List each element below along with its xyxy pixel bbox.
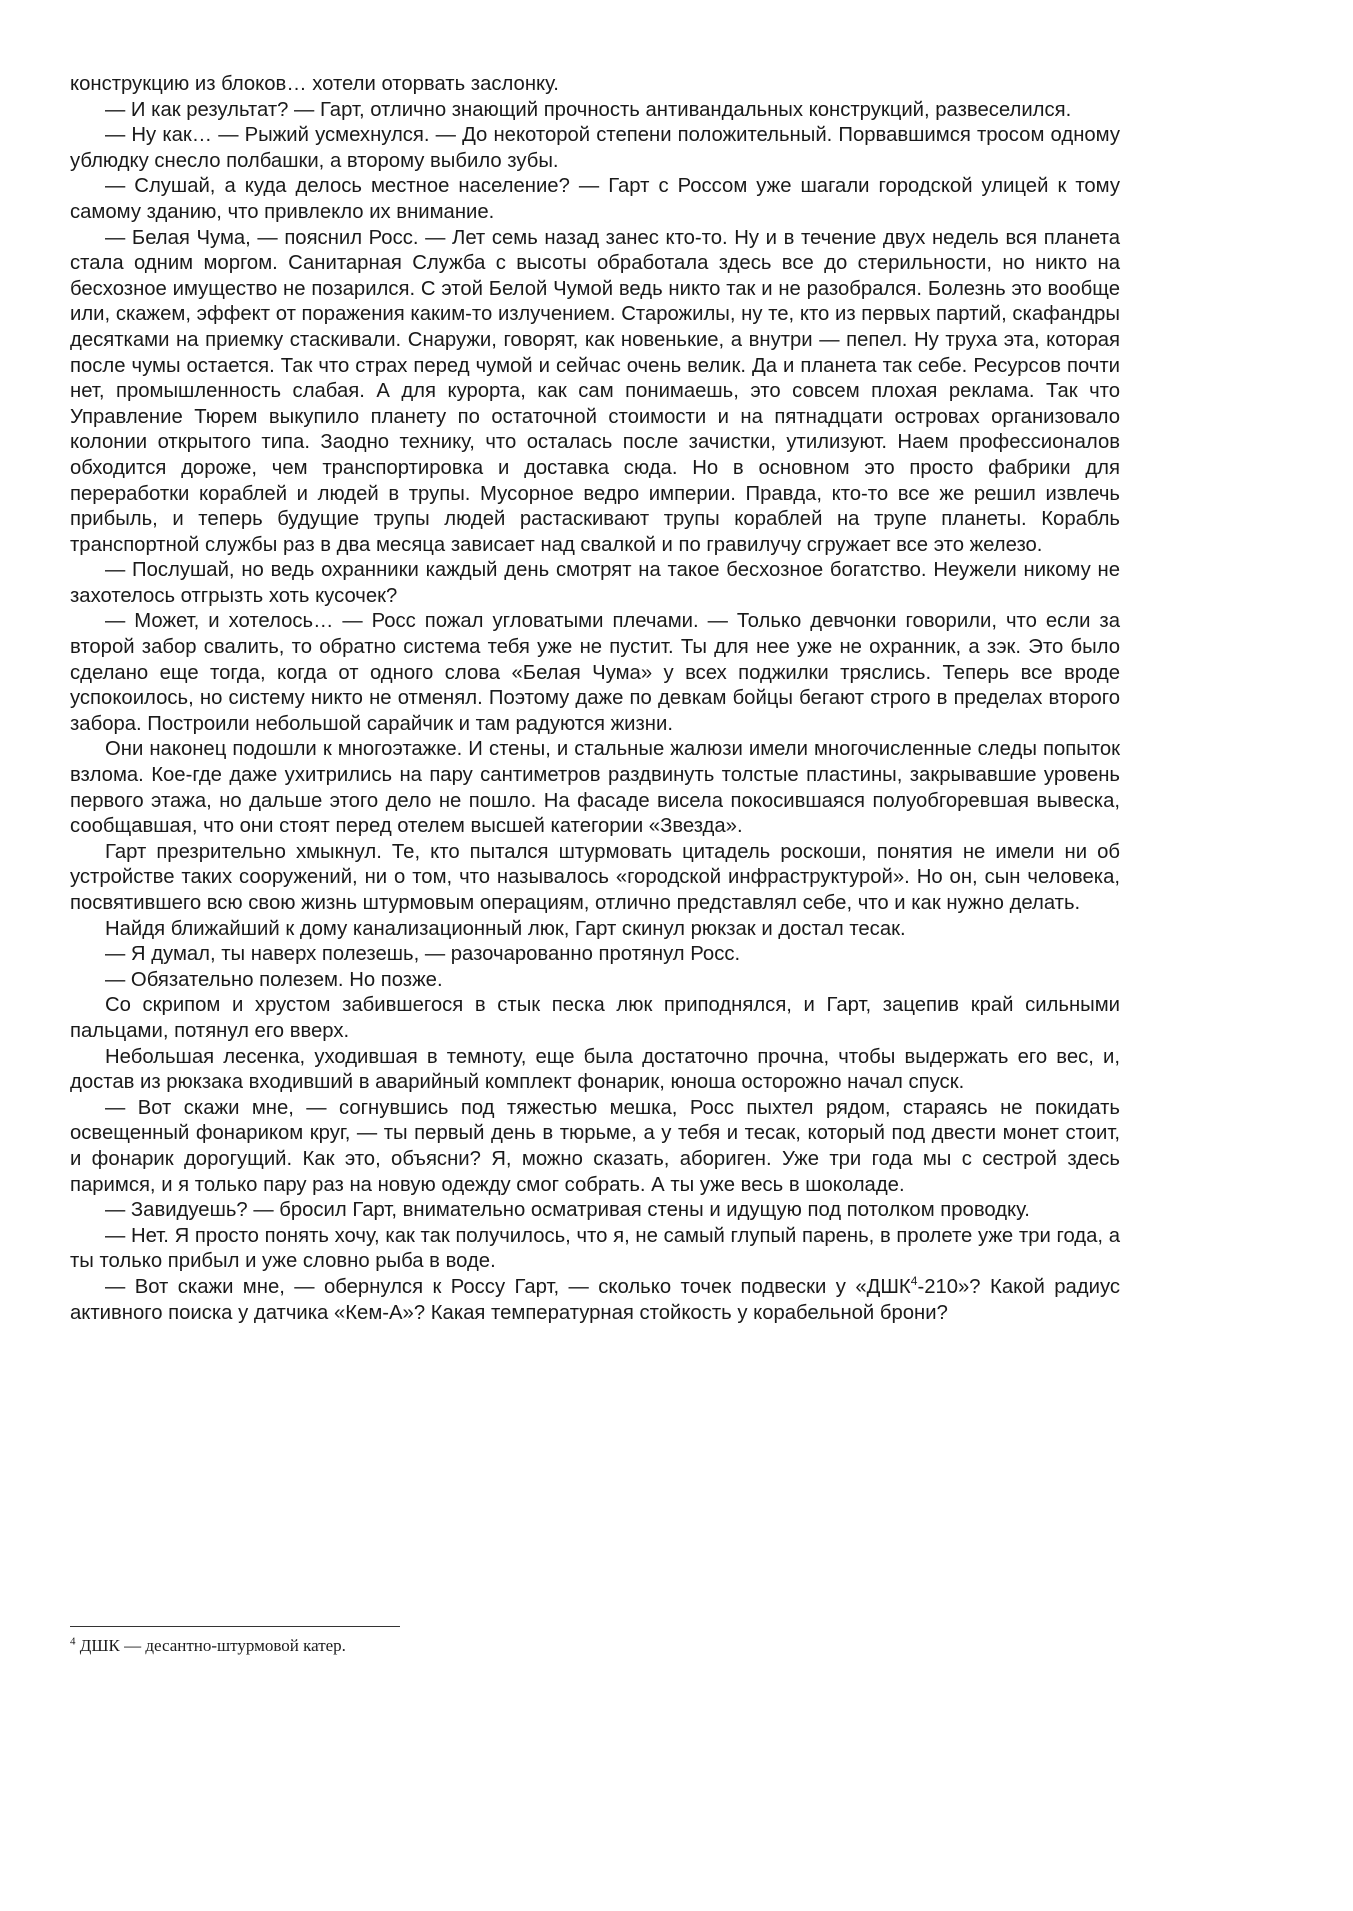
- paragraph-text-start: — Вот скажи мне, — обернулся к Россу Гарт, — сколько точек подвески у «ДШК: [105, 1275, 911, 1298]
- paragraph-with-footnote: [70, 1275, 1120, 1326]
- footnote-text: ДШК — десантно-штурмовой катер.: [79, 1636, 346, 1655]
- paragraph: — Белая Чума, — пояснил Росс. — Лет семь назад занес кто-то. Ну и в течение двух недель вся планета стала одним моргом. Санитарная Служба с высоты обработала здесь все до стерильности, но никто на бесхозное имущество не позарился. С этой Белой Чумой ведь никто так и не разобрался. Болезнь это вообще или, скажем, эффект от поражения каким-то излучением. Старожилы, ну те, кто из первых партий, скафандры десятками на приемку стаскивали. Снаружи, говорят, как новенькие, а внутри — пепел. Ну труха эта, которая после чумы остается. Так что страх перед чумой и сейчас очень велик. Да и планета так себе. Ресурсов почти нет, промышленность слабая. А для курорта, как сам понимаешь, это совсем плохая реклама. Так что Управление Тюрем выкупило планету по остаточной стоимости и на пятнадцати островах организовало колонии открытого типа. Заодно технику, что осталась после зачистки, утилизуют. Наем профессионалов обходится дороже, чем транспортировка и доставка сюда. Но в основном это просто фабрики для переработки кораблей и людей в трупы. Мусорное ведро империи. Правда, кто-то все же решил извлечь прибыль, и теперь будущие трупы людей растаскивают трупы кораблей на трупе планеты. Корабль транспортной службы раз в два месяца зависает над свалкой и по гравилучу сгружает все это железо.: [70, 226, 1120, 556]
- paragraph: — Может, и хотелось… — Росс пожал угловатыми плечами. — Только девчонки говорили, что если за второй забор свалить, то обратно система тебя уже не пустит. Ты для нее уже не охранник, а зэк. Это было сделано еще тогда, когда от одного слова «Белая Чума» у всех поджилки тряслись. Теперь все вроде успокоилось, но систему никто не отменял. Поэтому даже по девкам бойцы бегают строго в пределах второго забора. Построили небольшой сарайчик и там радуются жизни.: [70, 610, 1120, 735]
- paragraph: Небольшая лесенка, уходившая в темноту, еще была достаточно прочна, чтобы выдержать его вес, и, достав из рюкзака входивший в аварийный комплект фонарик, юноша осторожно начал спуск.: [70, 1045, 1120, 1094]
- footnote-number: 4: [70, 1635, 76, 1648]
- paragraph: — И как результат? — Гарт, отлично знающий прочность антивандальных конструкций, развеселился.: [105, 98, 1072, 121]
- paragraph: Гарт презрительно хмыкнул. Те, кто пытался штурмовать цитадель роскоши, понятия не имели ни об устройстве таких сооружений, ни о том, что называлось «городской инфраструктурой». Но он, сын человека, посвятившего всю свою жизнь штурмовым операциям, отлично представлял себе, что и как нужно делать.: [70, 840, 1120, 914]
- paragraph-continued: конструкцию из блоков… хотели оторвать заслонку.: [70, 73, 559, 95]
- paragraph: Со скрипом и хрустом забившегося в стык песка люк приподнялся, и Гарт, зацепив край сильными пальцами, потянул его вверх.: [70, 994, 1120, 1042]
- paragraph: — Завидуешь? — бросил Гарт, внимательно осматривая стены и идущую под потолком проводку.: [105, 1199, 1030, 1222]
- paragraph: — Нет. Я просто понять хочу, как так получилось, что я, не самый глупый парень, в пролете уже три года, а ты только прибыл и уже словно рыба в воде.: [70, 1224, 1120, 1273]
- paragraph: — Я думал, ты наверх полезешь, — разочарованно протянул Росс.: [105, 943, 741, 966]
- document-body: [70, 72, 1120, 1326]
- paragraph-text-end: -210»? Какой радиус активного поиска у датчика «Кем-А»? Какая температурная стойкость у корабельной брони?: [70, 1275, 1120, 1324]
- paragraph: — Послушай, но ведь охранники каждый день смотрят на такое бесхозное богатство. Неужели никому не захотелось отгрызть хоть кусочек?: [70, 559, 1120, 607]
- paragraph: — Обязательно полезем. Но позже.: [105, 968, 443, 991]
- paragraph: Они наконец подошли к многоэтажке. И стены, и стальные жалюзи имели многочисленные следы попыток взлома. Кое-где даже ухитрились на пару сантиметров раздвинуть толстые пластины, закрывавшие уровень первого этажа, но дальше этого дело не пошло. На фасаде висела покосившаяся полуобгоревшая вывеска, сообщавшая, что они стоят перед отелем высшей категории «Звезда».: [70, 738, 1120, 838]
- paragraph: — Слушай, а куда делось местное население? — Гарт с Россом уже шагали городской улицей к тому самому зданию, что привлекло их внимание.: [70, 175, 1120, 223]
- footnote-reference[interactable]: 4: [910, 1274, 918, 1289]
- footnote-divider: [70, 1626, 400, 1627]
- paragraph: Найдя ближайший к дому канализационный люк, Гарт скинул рюкзак и достал тесак.: [105, 917, 906, 940]
- paragraph: — Вот скажи мне, — согнувшись под тяжестью мешка, Росс пыхтел рядом, стараясь не покидать освещенный фонариком круг, — ты первый день в тюрьме, а у тебя и тесак, который под двести монет стоит, и фонарик дорогущий. Как это, объясни? Я, можно сказать, абориген. Уже три года мы с сестрой здесь паримся, и я только пару раз на новую одежду смог собрать. А ты уже весь в шоколаде.: [70, 1096, 1120, 1196]
- footnote: [70, 1635, 970, 1657]
- paragraph: — Ну как… — Рыжий усмехнулся. — До некоторой степени положительный. Порвавшимся тросом одному ублюдку снесло полбашки, а второму выбило зубы.: [70, 124, 1120, 172]
